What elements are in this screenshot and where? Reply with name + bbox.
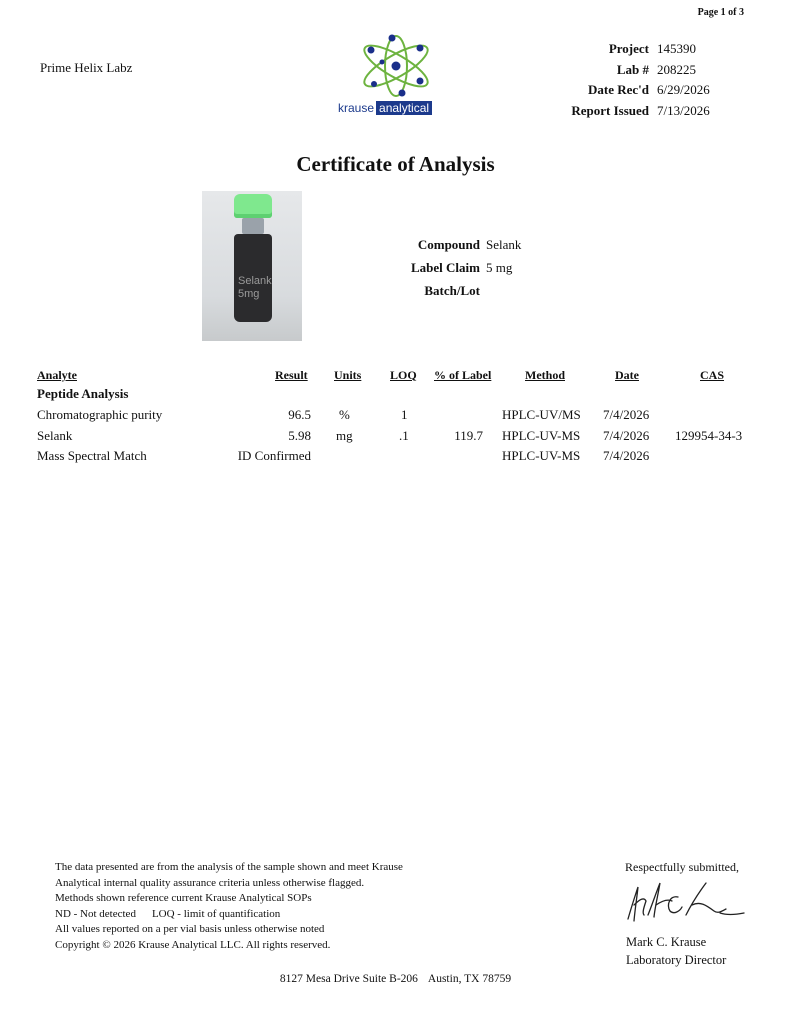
vial-label-line2: 5mg bbox=[238, 288, 260, 300]
vial-cap bbox=[234, 194, 272, 218]
vial-label-line1: Selank bbox=[238, 275, 272, 287]
meta-value: 208225 bbox=[657, 61, 696, 77]
footer-notes bbox=[55, 860, 403, 953]
table-cell-method: HPLC-UV-MS bbox=[502, 428, 581, 443]
vial-neck bbox=[242, 218, 264, 234]
table-cell-date: 7/4/2026 bbox=[603, 428, 650, 443]
compound-label: Compound bbox=[417, 236, 480, 252]
signoff-text: Respectfully submitted, bbox=[625, 860, 739, 874]
table-cell-pct-label: 119.7 bbox=[454, 428, 483, 443]
address-city: Austin, TX 78759 bbox=[427, 973, 512, 985]
logo-word-krause: krause bbox=[338, 101, 375, 115]
col-header-method: Method bbox=[525, 368, 565, 382]
table-cell-analyte: Mass Spectral Match bbox=[37, 448, 147, 463]
col-header-units: Units bbox=[334, 368, 362, 382]
table-cell-result: ID Confirmed bbox=[237, 448, 311, 463]
meta-label: Report Issued bbox=[571, 102, 649, 118]
footer-loq-definition: LOQ - limit of quantification bbox=[151, 907, 281, 920]
col-header-loq: LOQ bbox=[390, 368, 417, 382]
meta-row-report-issued bbox=[539, 101, 719, 122]
atom-logo-icon bbox=[356, 32, 436, 98]
meta-row-date-received bbox=[539, 80, 719, 101]
table-cell-method: HPLC-UV/MS bbox=[502, 407, 581, 422]
table-cell-analyte: Chromatographic purity bbox=[37, 407, 163, 422]
table-cell-date: 7/4/2026 bbox=[603, 407, 650, 422]
signer-title: Laboratory Director bbox=[626, 953, 727, 967]
meta-value: 7/13/2026 bbox=[657, 102, 710, 118]
meta-row-lab-number bbox=[539, 60, 719, 81]
compound-value: Selank bbox=[486, 236, 522, 252]
signer-block bbox=[626, 933, 726, 969]
client-name: Prime Helix Labz bbox=[40, 60, 133, 75]
lab-address bbox=[0, 973, 791, 985]
footer-note-abbrev-line bbox=[55, 907, 403, 923]
table-cell-analyte: Selank bbox=[37, 428, 73, 443]
batch-lot-label: Batch/Lot bbox=[424, 282, 480, 298]
col-header-analyte: Analyte bbox=[37, 368, 77, 382]
footer-nd-definition: ND - Not detected bbox=[55, 907, 136, 920]
batch-lot-row bbox=[386, 279, 521, 302]
signer-name: Mark C. Krause bbox=[626, 935, 707, 949]
label-claim-row bbox=[386, 256, 521, 279]
table-cell-units: % bbox=[339, 407, 350, 422]
footer-note-line: All values reported on a per vial basis unless otherwise noted bbox=[55, 923, 325, 935]
table-cell-result: 96.5 bbox=[288, 407, 311, 422]
document-title: Certificate of Analysis bbox=[296, 152, 495, 176]
footer-copyright: Copyright © 2026 Krause Analytical LLC. All rights reserved. bbox=[55, 938, 331, 951]
table-cell-result: 5.98 bbox=[288, 428, 311, 443]
label-claim-value: 5 mg bbox=[486, 259, 513, 275]
signature-image bbox=[622, 875, 752, 932]
table-cell-loq: 1 bbox=[401, 407, 408, 422]
section-heading: Peptide Analysis bbox=[37, 386, 129, 401]
page-number: Page 1 of 3 bbox=[697, 7, 744, 18]
krause-logo bbox=[338, 32, 456, 122]
sample-photo bbox=[202, 191, 302, 341]
vial-label bbox=[238, 275, 272, 301]
report-meta bbox=[539, 39, 719, 121]
compound-info bbox=[386, 233, 521, 302]
col-header-cas: CAS bbox=[700, 368, 725, 382]
logo-word-analytical: analytical bbox=[376, 101, 432, 115]
table-cell-units: mg bbox=[336, 428, 353, 443]
signature-icon bbox=[622, 875, 752, 927]
meta-label: Date Rec'd bbox=[587, 82, 649, 98]
address-street: 8127 Mesa Drive Suite B-206 bbox=[279, 973, 418, 985]
meta-value: 145390 bbox=[657, 41, 696, 57]
footer-note-line: Analytical internal quality assurance criteria unless otherwise flagged. bbox=[55, 876, 365, 889]
label-claim-label: Label Claim bbox=[411, 259, 480, 275]
col-header-date: Date bbox=[615, 368, 639, 382]
col-header-result: Result bbox=[275, 368, 308, 382]
col-header-pct-label: % of Label bbox=[434, 368, 492, 382]
compound-row bbox=[386, 233, 521, 256]
table-cell-date: 7/4/2026 bbox=[603, 448, 650, 463]
meta-value: 6/29/2026 bbox=[657, 82, 710, 98]
table-cell-method: HPLC-UV-MS bbox=[502, 448, 581, 463]
meta-label: Lab # bbox=[616, 61, 649, 77]
meta-row-project bbox=[539, 39, 719, 60]
footer-note-line: Methods shown reference current Krause Analytical SOPs bbox=[55, 892, 312, 904]
logo-wordmark bbox=[338, 101, 432, 115]
table-cell-loq: .1 bbox=[399, 428, 409, 443]
meta-label: Project bbox=[608, 41, 649, 57]
footer-note-line: The data presented are from the analysis of the sample shown and meet Krause bbox=[55, 861, 403, 873]
table-cell-cas: 129954-34-3 bbox=[675, 428, 743, 443]
